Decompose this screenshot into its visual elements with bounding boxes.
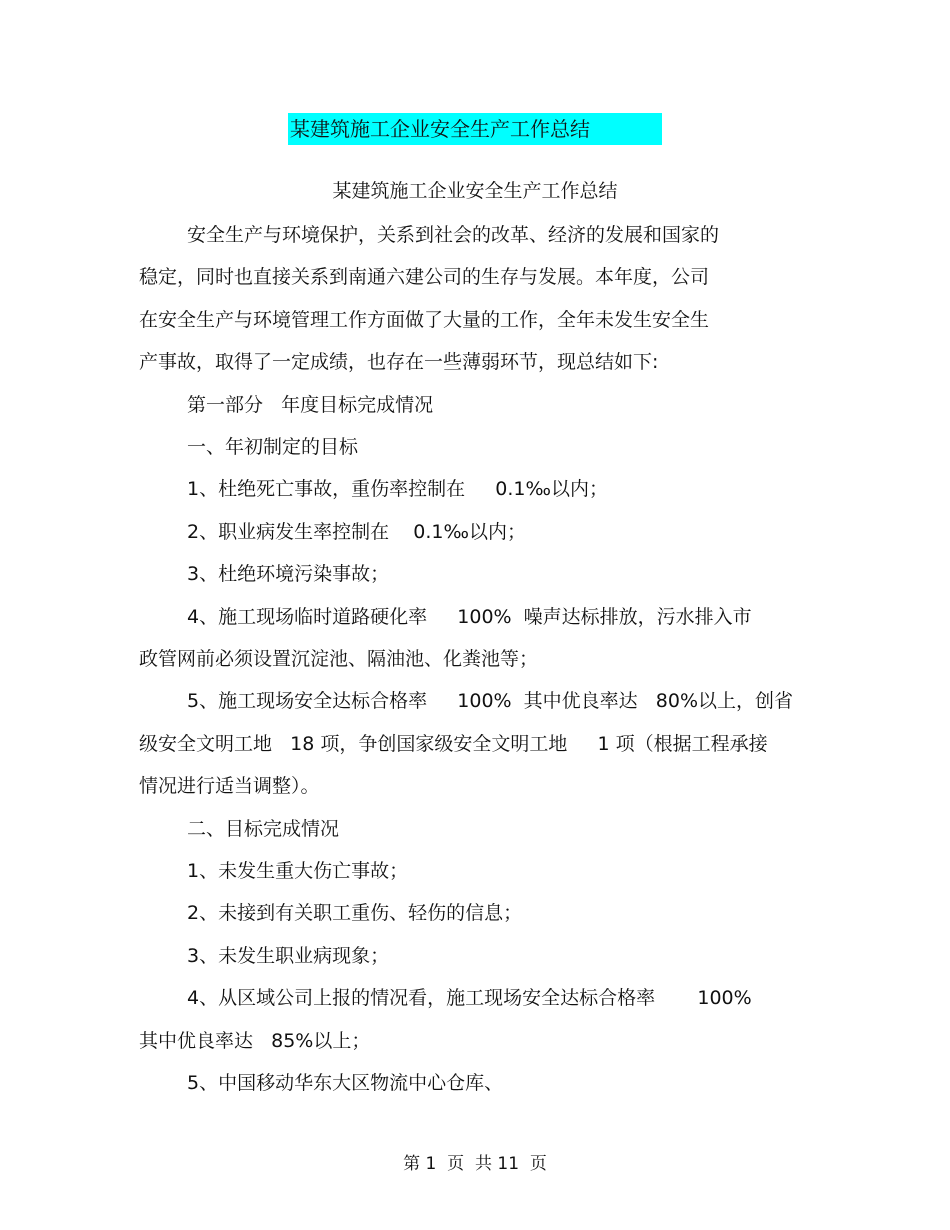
paragraph-line: 产事故，取得了一定成绩，也存在一些薄弱环节，现总结如下: <box>139 351 659 373</box>
document-subtitle: 某建筑施工企业安全生产工作总结 <box>332 180 618 202</box>
list-item-continuation: 其中优良率达 85%以上； <box>139 1030 371 1052</box>
document-title <box>288 113 662 145</box>
title-container <box>0 113 950 145</box>
section-heading: 第一部分 年度目标完成情况 <box>187 394 434 416</box>
list-item: 5、施工现场安全达标合格率 100% 其中优良率达 80%以上，创省 <box>187 690 794 712</box>
subsection-heading: 二、目标完成情况 <box>187 818 340 840</box>
list-item: 2、未接到有关职工重伤、轻伤的信息； <box>187 902 523 924</box>
paragraph-line: 稳定，同时也直接关系到南通六建公司的生存与发展。本年度，公司 <box>139 266 710 288</box>
document-title-text: 某建筑施工企业安全生产工作总结 <box>288 113 662 145</box>
paragraph-line: 在安全生产与环境管理工作方面做了大量的工作，全年未发生安全生 <box>139 309 710 331</box>
subsection-heading: 一、年初制定的目标 <box>187 436 359 458</box>
list-item: 3、未发生职业病现象； <box>187 945 390 967</box>
list-item: 2、职业病发生率控制在 0.1‰以内； <box>187 521 526 543</box>
list-item: 4、施工现场临时道路硬化率 100% 噪声达标排放，污水排入市 <box>187 606 752 628</box>
list-item-continuation: 政管网前必须设置沉淀池、隔油池、化粪池等； <box>139 648 539 670</box>
list-item-continuation: 情况进行适当调整）。 <box>139 775 320 797</box>
list-item-continuation: 级安全文明工地 18 项，争创国家级安全文明工地 1 项（根据工程承接 <box>139 733 768 755</box>
list-item: 4、从区域公司上报的情况看，施工现场安全达标合格率 100% <box>187 987 752 1009</box>
paragraph-line: 安全生产与环境保护，关系到社会的改革、经济的发展和国家的 <box>187 224 720 246</box>
list-item: 1、未发生重大伤亡事故； <box>187 860 409 882</box>
list-item: 3、杜绝环境污染事故； <box>187 563 390 585</box>
list-item: 5、中国移动华东大区物流中心仓库、 <box>187 1072 504 1094</box>
page-footer: 第 1 页 共 11 页 <box>403 1154 547 1174</box>
list-item: 1、杜绝死亡事故，重伤率控制在 0.1‰以内； <box>187 478 608 500</box>
